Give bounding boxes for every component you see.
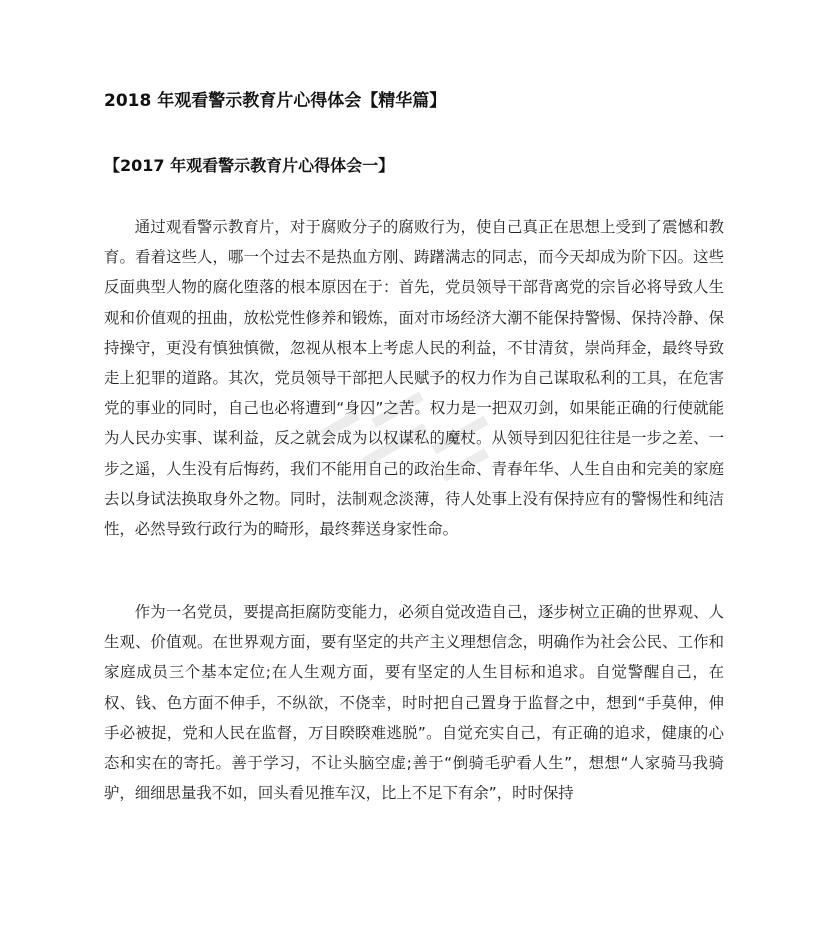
- section-heading: 【2017 年观看警示教育片心得体会一】: [104, 156, 395, 175]
- body-paragraph-1: 通过观看警示教育片，对于腐败分子的腐败行为，使自己真正在思想上受到了震憾和教育。看着这些人，哪一个过去不是热血方刚、踌躇满志的同志，而今天却成为阶下囚。这些反面典型人物的腐化堕落的根本原因在于：首先，党员领导干部背离党的宗旨必将导致人生观和价值观的扭曲，放松党性修养和锻炼，面对市场经济大潮不能保持警惕、保持冷静、保持操守，更没有慎独慎微，忽视从根本上考虑人民的利益，不甘清贫，崇尚拜金，最终导致走上犯罪的道路。其次，党员领导干部把人民赋予的权力作为自己谋取私利的工具，在危害党的事业的同时，自己也必将遭到“身囚”之苦。权力是一把双刃剑，如果能正确的行使就能为人民办实事、谋利益，反之就会成为以权谋私的魔杖。从领导到囚犯往往是一步之差、一步之遥，人生没有后悔药，我们不能用自己的政治生命、青春年华、人生自由和完美的家庭去以身试法换取身外之物。同时，法制观念淡薄，待人处事上没有保持应有的警惕性和纯洁性，必然导致行政行为的畸形，最终葬送身家性命。: [104, 218, 724, 539]
- document-title: 2018 年观看警示教育片心得体会【精华篇】: [104, 91, 447, 111]
- body-paragraph-2: 作为一名党员，要提高拒腐防变能力，必须自觉改造自己，逐步树立正确的世界观、人生观、价值观。在世界观方面，要有坚定的共产主义理想信念，明确作为社会公民、工作和家庭成员三个基本定位;在人生观方面，要有坚定的人生目标和追求。自觉警醒自己，在权、钱、色方面不伸手，不纵欲，不侥幸，时时把自己置身于监督之中，想到“手莫伸，伸手必被捉，党和人民在监督，万目睽睽难逃脱”。自觉充实自己，有正确的追求，健康的心态和实在的寄托。善于学习，不让头脑空虚;善于“倒骑毛驴看人生”，想想“人家骑马我骑驴，细细思量我不如，回头看见推车汉，比上不足下有余”，时时保持: [104, 603, 724, 803]
